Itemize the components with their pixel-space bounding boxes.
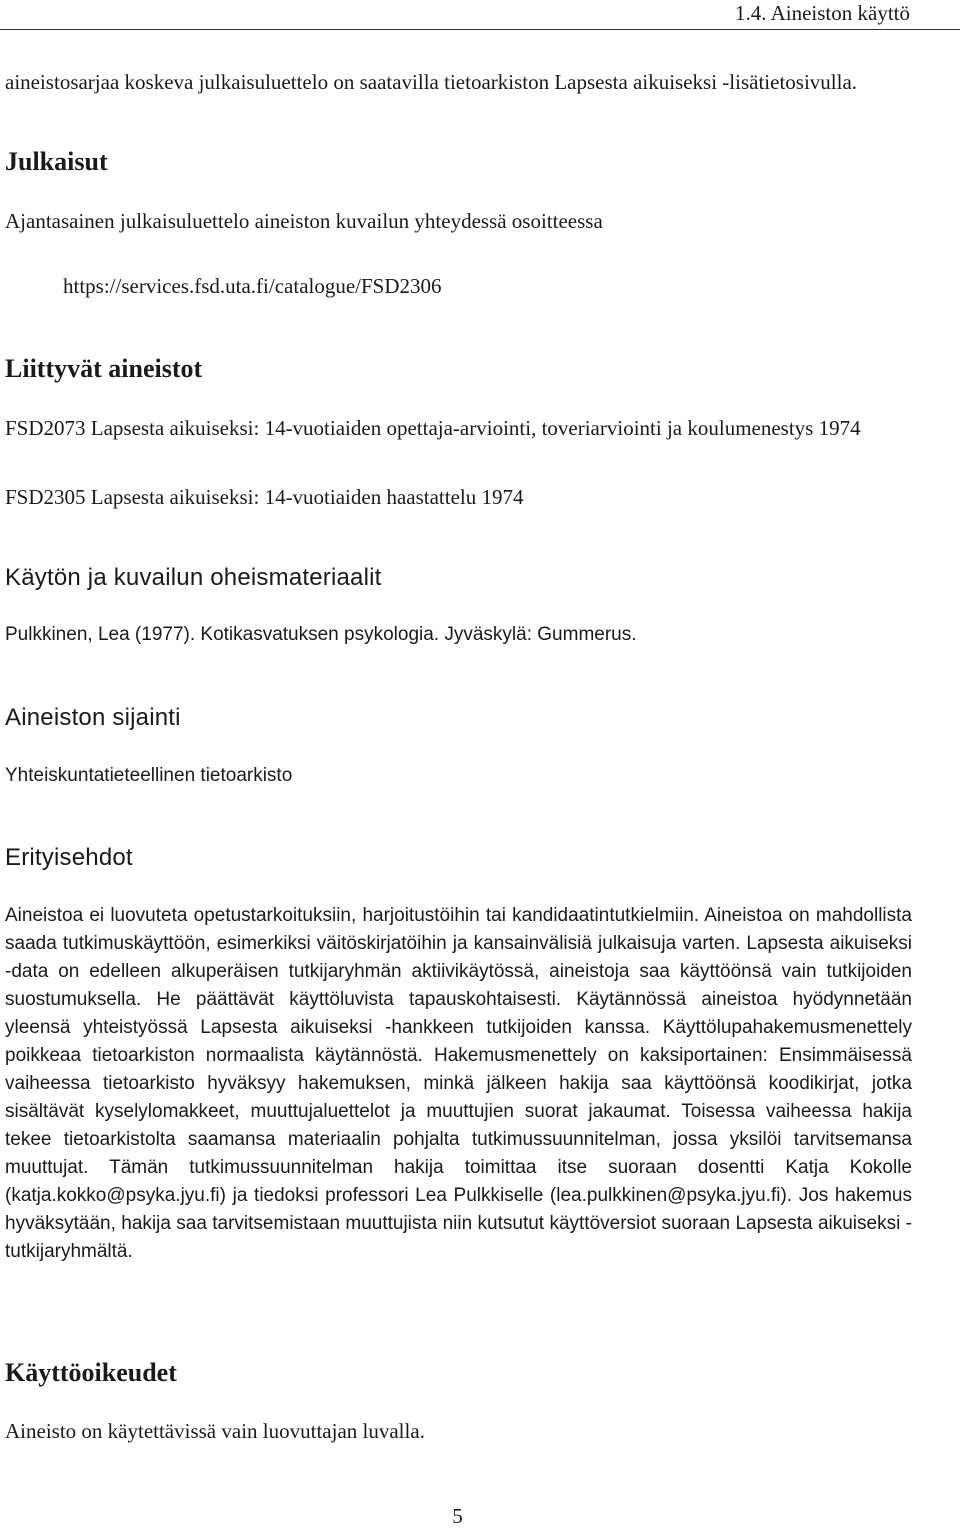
header-rule [0,29,960,30]
section-heading-liittyvat-aineistot: Liittyvät aineistot [5,354,203,383]
related-dataset-item: FSD2305 Lapsesta aikuiseksi: 14-vuotiaiden haastattelu 1974 [5,485,524,509]
section-heading-erityisehdot: Erityisehdot [5,844,133,871]
julkaisut-paragraph: Ajantasainen julkaisuluettelo aineiston kuvailun yhteydessä osoitteessa [5,209,603,233]
intro-paragraph: aineistosarjaa koskeva julkaisuluettelo on saatavilla tietoarkiston Lapsesta aikuiseksi -lisätietosivulla. [5,70,858,94]
section-heading-kayttooikeudet: Käyttöoikeudet [5,1358,177,1387]
rights-text: Aineisto on käytettävissä vain luovuttajan luvalla. [5,1419,425,1443]
section-heading-julkaisut: Julkaisut [5,147,108,176]
page-number: 5 [452,1504,463,1528]
location-text: Yhteiskuntatieteellinen tietoarkisto [5,765,293,786]
related-dataset-item: FSD2073 Lapsesta aikuiseksi: 14-vuotiaiden opettaja-arviointi, toveriarviointi ja koulumenestys 1974 [5,416,861,440]
running-header-title: 1.4. Aineiston käyttö [735,1,910,25]
materials-reference: Pulkkinen, Lea (1977). Kotikasvatuksen psykologia. Jyväskylä: Gummerus. [5,624,637,645]
conditions-paragraph: Aineistoa ei luovuteta opetustarkoituksiin, harjoitustöihin tai kandidaatintutkielmiin. Aineistoa on mahdollista saada tutkimuskäyttöön, esimerkiksi väitöskirjatöihin ja kansainvälisiä julkaisuja varten. Lapsesta aikuiseksi -data on edelleen alkuperäisen tutkijaryhmän aktiivikäytössä, aineistoja saa käyttöönsä vain tutkijoiden suostumuksella. He päättävät käyttöluvista tapauskohtaisesti. Käytännössä aineistoa hyödynnetään yleensä yhteistyössä Lapsesta aikuiseksi -hankkeen tutkijoiden kanssa. Käyttölupahakemusmenettely poikkeaa tietoarkiston normaalista käytännöstä. Hakemusmenettely on kaksiportainen: Ensimmäisessä vaiheessa tietoarkisto hyväksyy hakemuksen, minkä jälkeen hakija saa käyttöönsä koodikirjat, jotka sisältävät kyselylomakkeet, muuttujaluettelot ja muuttujien suorat jakaumat. Toisessa vaiheessa hakija tekee tietoarkistolta saamansa materiaalin pohjalta tutkimussuunnitelman, jossa yksilöi tarvitsemansa muuttujat. Tämän tutkimussuunnitelman hakija toimittaa itse suoraan dosentti Katja Kokolle (katja.kokko@psyka.jyu.fi) ja tiedoksi professori Lea Pulkkiselle (lea.pulkkinen@psyka.jyu.fi). Jos hakemus hyväksytään, hakija saa tarvitsemistaan muuttujista niin kutsutut käyttöversiot suoraan Lapsesta aikuiseksi -tutkijaryhmältä. [5,905,912,1262]
catalogue-url-link[interactable]: https://services.fsd.uta.fi/catalogue/FSD2306 [63,274,442,298]
section-heading-oheismateriaalit: Käytön ja kuvailun oheismateriaalit [5,564,382,591]
section-heading-aineiston-sijainti: Aineiston sijainti [5,704,181,731]
